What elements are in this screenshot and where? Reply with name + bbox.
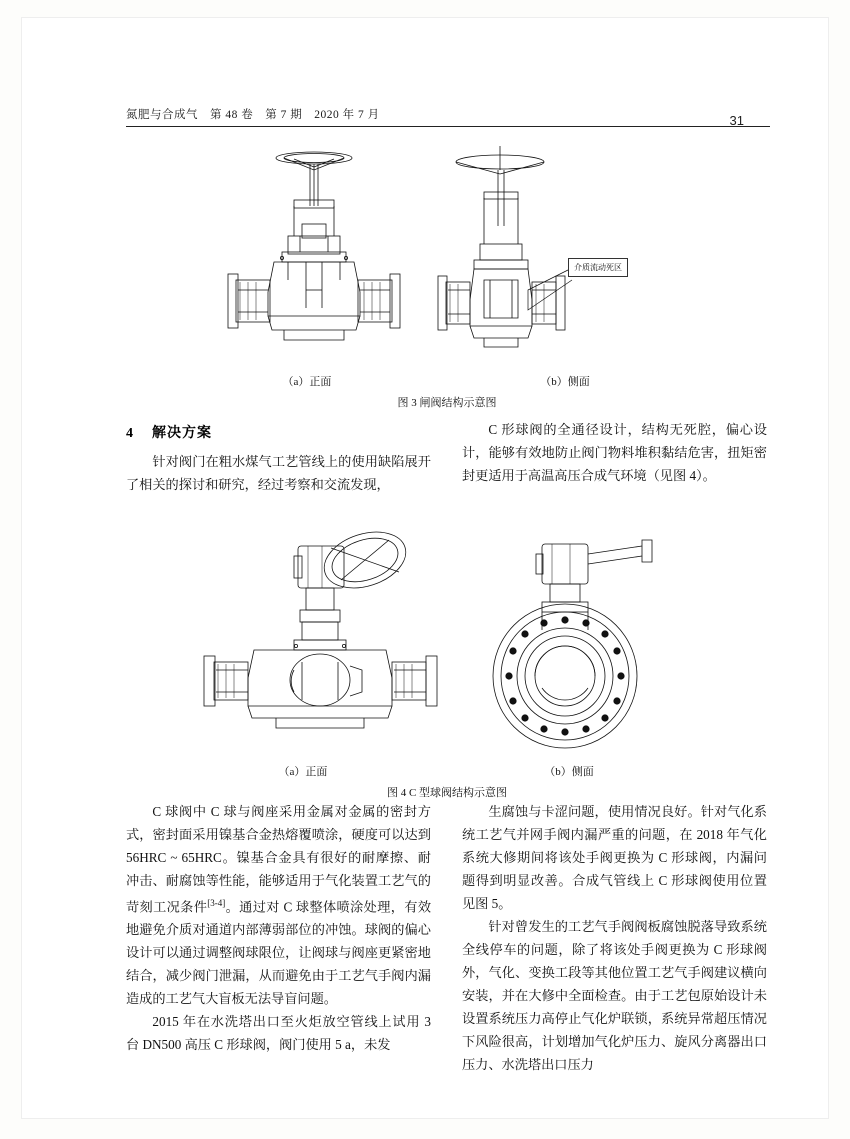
figure-4-image [190, 510, 710, 760]
body-column-left-lower [126, 800, 431, 1056]
page-number: 31 [729, 113, 744, 128]
issue-label: 第 7 期 [265, 109, 303, 121]
paragraph-left-lower-2: 2015 年在水洗塔出口至火炬放空管线上试用 3 台 DN500 高压 C 形球阀，阀门使用 5 a，未发 [126, 1014, 431, 1053]
figure-3-image [222, 140, 682, 370]
section-number: 4 [126, 426, 134, 441]
figure-4-caption: 图 4 C 型球阀结构示意图 [386, 787, 508, 799]
section-title: 解决方案 [152, 426, 212, 441]
paragraph-right-lower-1: 生腐蚀与卡涩问题，使用情况良好。针对气化系统工艺气并网手阀内漏严重的问题，在 2018 年气化系统大修期间将该处手阀更换为 C 形球阀，内漏问题得到明显改善。合成气管线上 C 形球阀使用位置见图 5。 [462, 804, 767, 911]
issue-date: 2020 年 7 月 [314, 109, 380, 121]
section-heading [126, 422, 212, 442]
paper-sheet [22, 18, 828, 1118]
figure-3-sublabel-b: （b）侧面 [540, 376, 590, 388]
paragraph-right-lower-2: 针对曾发生的工艺气手阀阀板腐蚀脱落导致系统全线停车的问题，除了将该处手阀更换为 C 形球阀外，气化、变换工段等其他位置工艺气手阀建议横向安装，并在大修中全面检查。由于工艺包原始设计未设置系统压力高停止气化炉联锁，系统异常超压情况下风险很高，计划增加气化炉压力、旋风分离器出口压力、水洗塔出口压力 [462, 919, 767, 1072]
body-column-left-upper [126, 450, 431, 496]
paragraph-right-upper: C 形球阀的全通径设计，结构无死腔，偏心设计，能够有效地防止阀门物料堆积黏结危害，扭矩密封更适用于高温高压合成气环境（见图 4）。 [462, 422, 767, 483]
journal-name: 氮肥与合成气 [126, 109, 198, 121]
running-head [126, 106, 392, 122]
body-column-right-lower [462, 800, 767, 1076]
paragraph-left-lower-1-text: C 球阀中 C 球与阀座采用金属对金属的密封方式，密封面采用镍基合金热熔覆喷涂，硬度可以达到 56HRC ~ 65HRC。镍基合金具有很好的耐摩擦、耐冲击、耐腐蚀等性能，能够适用于气化装置工艺气的苛刻工况条件 [126, 804, 431, 915]
header-rule [126, 126, 770, 127]
figure-3-sublabel-a: （a）正面 [282, 376, 332, 388]
paragraph-left-upper: 针对阀门在粗水煤气工艺管线上的使用缺陷展开了相关的探讨和研究，经过考察和交流发现， [126, 454, 431, 492]
body-column-right-upper [462, 418, 767, 487]
volume-label: 第 48 卷 [210, 109, 254, 121]
figure-4-sublabel-b: （b）侧面 [544, 766, 594, 778]
paragraph-left-lower-1-tail: 。通过对 C 球整体喷涂处理，有效地避免介质对通道内部薄弱部位的冲蚀。球阀的偏心设计可以通过调整阀球限位，让阀球与阀座更紧密地结合，减少阀门泄漏，从而避免由于工艺气手阀内漏造成的工艺气大盲板无法导盲问题。 [126, 899, 432, 1007]
figure-3-annotation: 介质流动死区 [568, 258, 628, 277]
figure-3-caption: 图 3 闸阀结构示意图 [397, 397, 497, 409]
citation-ref: [3-4] [207, 898, 226, 908]
figure-4-sublabel-a: （a）正面 [278, 766, 328, 778]
paragraph-left-lower-1 [126, 800, 431, 1010]
